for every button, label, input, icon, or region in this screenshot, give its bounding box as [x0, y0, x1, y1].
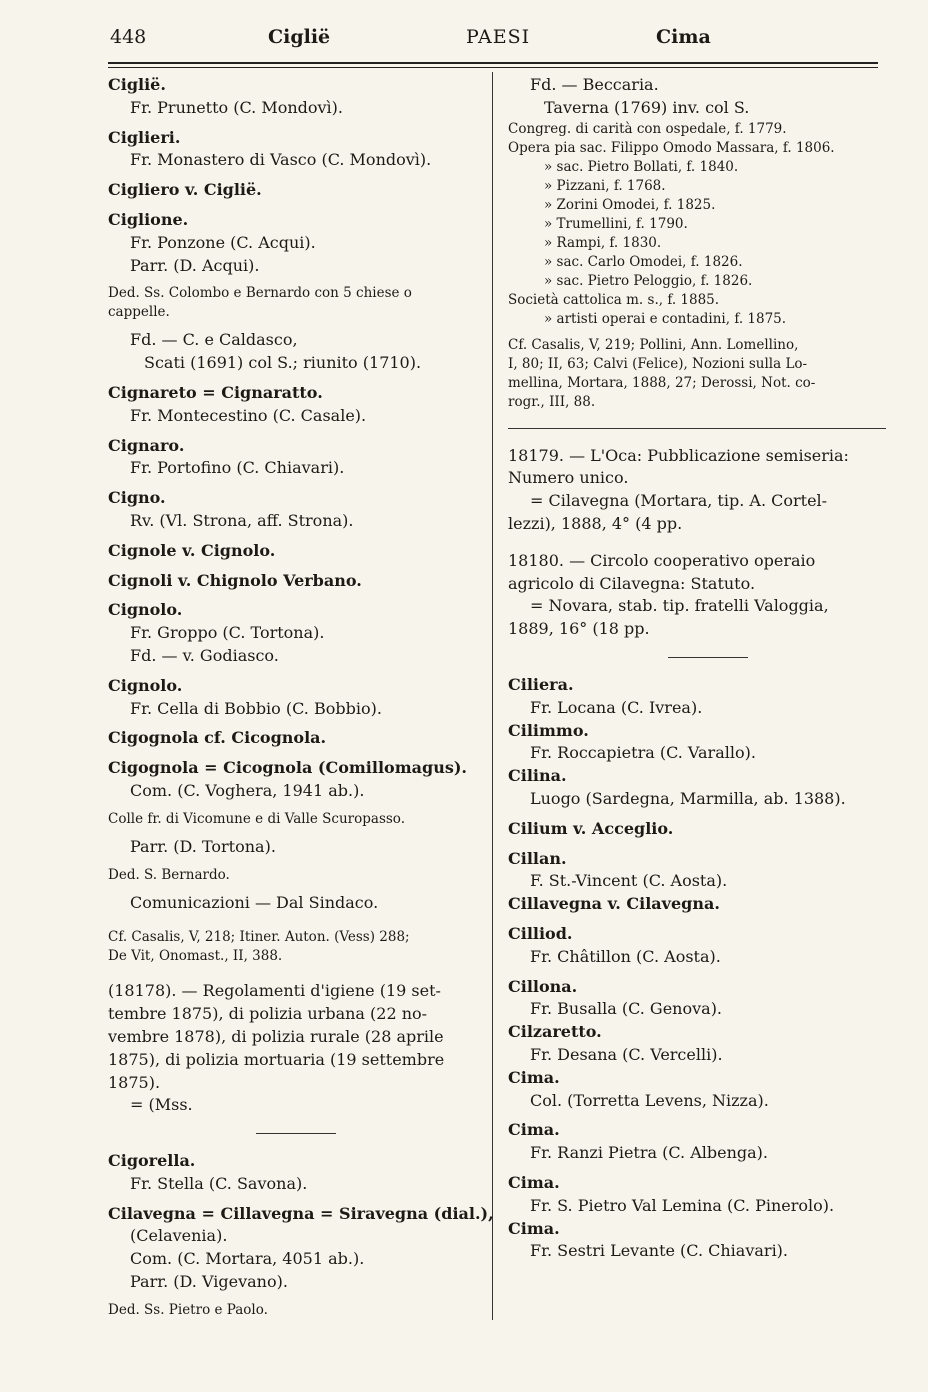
entry-line: Fr. Sestri Levante (C. Chiavari).	[530, 1241, 789, 1261]
running-head-center: PAESI	[466, 26, 531, 48]
page-number: 448	[110, 26, 147, 48]
entry-heading: Cima.	[508, 1218, 560, 1238]
entry-line: Parr. (D. Acqui).	[130, 255, 260, 275]
entry-line: Fr. Châtillon (C. Aosta).	[530, 946, 721, 966]
page-header	[0, 20, 928, 60]
entry-line: 18179. — L'Oca: Pubblicazione semiseria:	[508, 445, 849, 465]
entry-line: Com. (C. Mortara, 4051 ab.).	[130, 1249, 365, 1269]
section-separator	[668, 657, 748, 658]
entry-line: (18178). — Regolamenti d'igiene (19 set-	[108, 981, 441, 1001]
entry-line: Col. (Torretta Levens, Nizza).	[530, 1090, 769, 1110]
entry-line: Opera pia sac. Filippo Omodo Massara, f. 1806.	[508, 139, 835, 156]
entry-line: » Zorini Omodei, f. 1825.	[544, 196, 716, 213]
entry-heading: Cigorella.	[108, 1151, 196, 1171]
entry-line: Società cattolica m. s., f. 1885.	[508, 291, 720, 308]
entry-line: » Rampi, f. 1830.	[544, 234, 662, 251]
entry-heading: Cigognola cf. Cicognola.	[108, 728, 327, 748]
entry-line: Numero unico.	[508, 468, 629, 488]
entry-heading: Cignolo.	[108, 600, 183, 620]
entry-line: = Novara, stab. tip. fratelli Valoggia,	[530, 596, 829, 616]
entry-line: Rv. (Vl. Strona, aff. Strona).	[130, 510, 354, 530]
header-rule-thin	[108, 67, 878, 68]
entry-heading: Cima.	[508, 1120, 560, 1140]
running-head-right: Cima	[656, 26, 711, 48]
entry-line: F. St.-Vincent (C. Aosta).	[530, 871, 728, 891]
entry-heading: Cilina.	[508, 766, 567, 786]
entry-heading: Cima.	[508, 1067, 560, 1087]
entry-line: = (Mss.	[130, 1095, 193, 1115]
entry-line: Ded. S. Bernardo.	[108, 866, 230, 883]
entry-heading: Ciglione.	[108, 209, 189, 229]
entry-line: » Pizzani, f. 1768.	[544, 177, 666, 194]
entry-heading: Cignolo.	[108, 675, 183, 695]
entry-heading: Cignole v. Cignolo.	[108, 540, 276, 560]
entry-line: Parr. (D. Tortona).	[130, 836, 276, 856]
entry-heading: Cilimmo.	[508, 720, 589, 740]
right-column	[508, 74, 886, 1263]
entry-line: Ded. Ss. Colombo e Bernardo con 5 chiese o	[108, 285, 412, 302]
entry-heading: Ciglië.	[108, 75, 166, 94]
entry-line: Fr. Groppo (C. Tortona).	[130, 623, 325, 643]
entry-heading: Cilavegna = Cillavegna = Siravegna (dial.),	[108, 1203, 494, 1223]
entry-line: Taverna (1769) inv. col S.	[544, 97, 750, 117]
entry-line: Scati (1691) col S.; riunito (1710).	[144, 353, 422, 373]
entry-line: Com. (C. Voghera, 1941 ab.).	[130, 780, 365, 800]
entry-line: Ded. Ss. Pietro e Paolo.	[108, 1301, 268, 1318]
entry-line: Fr. Monastero di Vasco (C. Mondovì).	[130, 150, 432, 170]
entry-line: Fr. Portofino (C. Chiavari).	[130, 458, 345, 478]
entry-line: Comunicazioni — Dal Sindaco.	[130, 892, 379, 912]
entry-line: Congreg. di carità con ospedale, f. 1779.	[508, 120, 787, 137]
section-separator	[508, 428, 886, 429]
entry-heading: Ciliera.	[508, 674, 574, 694]
entry-heading: Cilium v. Acceglio.	[508, 818, 674, 838]
entry-line: 18180. — Circolo cooperativo operaio	[508, 550, 816, 570]
entry-line: 1889, 16° (18 pp.	[508, 619, 650, 639]
entry-line: Cf. Casalis, V, 219; Pollini, Ann. Lomellino,	[508, 336, 799, 353]
entry-line: agricolo di Cilavegna: Statuto.	[508, 573, 756, 593]
entry-heading: Cilzaretto.	[508, 1022, 602, 1042]
entry-line: Fr. Busalla (C. Genova).	[530, 999, 723, 1019]
entry-heading: Cillavegna v. Cilavegna.	[508, 894, 720, 914]
entry-line: (Celavenia).	[130, 1226, 228, 1246]
entry-heading: Cignaro.	[108, 435, 185, 455]
entry-line: Fd. — v. Godiasco.	[130, 645, 279, 665]
entry-line: Fd. — C. e Caldasco,	[130, 330, 298, 350]
entry-line: = Cilavegna (Mortara, tip. A. Cortel-	[530, 491, 828, 511]
entry-line: Fr. Montecestino (C. Casale).	[130, 405, 367, 425]
entry-line: Fr. S. Pietro Val Lemina (C. Pinerolo).	[530, 1195, 835, 1215]
entry-line: » Trumellini, f. 1790.	[544, 215, 688, 232]
entry-line: I, 80; II, 63; Calvi (Felice), Nozioni sulla Lo-	[508, 355, 808, 372]
entry-line: Fr. Prunetto (C. Mondovì).	[130, 97, 343, 117]
entry-heading: Cima.	[508, 1172, 560, 1192]
entry-line: rogr., III, 88.	[508, 393, 596, 410]
entry-line: 1875), di polizia mortuaria (19 settembre	[108, 1049, 445, 1069]
entry-line: mellina, Mortara, 1888, 27; Derossi, Not. co-	[508, 374, 816, 391]
entry-heading: Cigno.	[108, 488, 166, 508]
entry-heading: Cilliod.	[508, 923, 573, 943]
entry-heading: Cignoli v. Chignolo Verbano.	[108, 570, 362, 590]
entry-heading: Cigognola = Cicognola (Comillomagus).	[108, 758, 467, 778]
entry-heading: Cillona.	[508, 976, 578, 996]
entry-heading: Ciglieri.	[108, 127, 181, 147]
entry-line: lezzi), 1888, 4° (4 pp.	[508, 513, 683, 533]
entry-line: Luogo (Sardegna, Marmilla, ab. 1388).	[530, 788, 846, 808]
entry-line: vembre 1878), di polizia rurale (28 aprile	[108, 1026, 444, 1046]
header-rule	[108, 62, 878, 64]
entry-heading: Cigliero v. Ciglië.	[108, 180, 262, 200]
entry-line: Fr. Stella (C. Savona).	[130, 1173, 308, 1193]
entry-line: De Vit, Onomast., II, 388.	[108, 948, 283, 965]
entry-line: » sac. Pietro Peloggio, f. 1826.	[544, 272, 753, 289]
entry-line: Colle fr. di Vicomune e di Valle Scuropasso.	[108, 810, 405, 827]
entry-heading: Cillan.	[508, 848, 567, 868]
entry-line: Fr. Cella di Bobbio (C. Bobbio).	[130, 698, 382, 718]
left-column	[108, 74, 494, 1320]
entry-line: cappelle.	[108, 304, 170, 321]
entry-line: 1875).	[108, 1072, 161, 1092]
entry-line: Fr. Locana (C. Ivrea).	[530, 697, 703, 717]
entry-line: Fr. Ranzi Pietra (C. Albenga).	[530, 1143, 768, 1163]
running-head-left: Ciglië	[268, 26, 331, 48]
entry-line: » artisti operai e contadini, f. 1875.	[544, 310, 787, 327]
entry-line: » sac. Pietro Bollati, f. 1840.	[544, 158, 739, 175]
entry-heading: Cignareto = Cignaratto.	[108, 382, 323, 402]
entry-line: Cf. Casalis, V, 218; Itiner. Auton. (Vess) 288;	[108, 929, 410, 946]
column-divider	[492, 72, 493, 1320]
entry-line: Fr. Ponzone (C. Acqui).	[130, 232, 316, 252]
entry-line: » sac. Carlo Omodei, f. 1826.	[544, 253, 743, 270]
section-separator	[256, 1133, 336, 1134]
entry-line: Fr. Desana (C. Vercelli).	[530, 1044, 723, 1064]
entry-line: tembre 1875), di polizia urbana (22 no-	[108, 1004, 428, 1024]
entry-line: Fr. Roccapietra (C. Varallo).	[530, 743, 756, 763]
entry-line: Fd. — Beccaria.	[530, 75, 659, 94]
entry-line: Parr. (D. Vigevano).	[130, 1272, 288, 1292]
